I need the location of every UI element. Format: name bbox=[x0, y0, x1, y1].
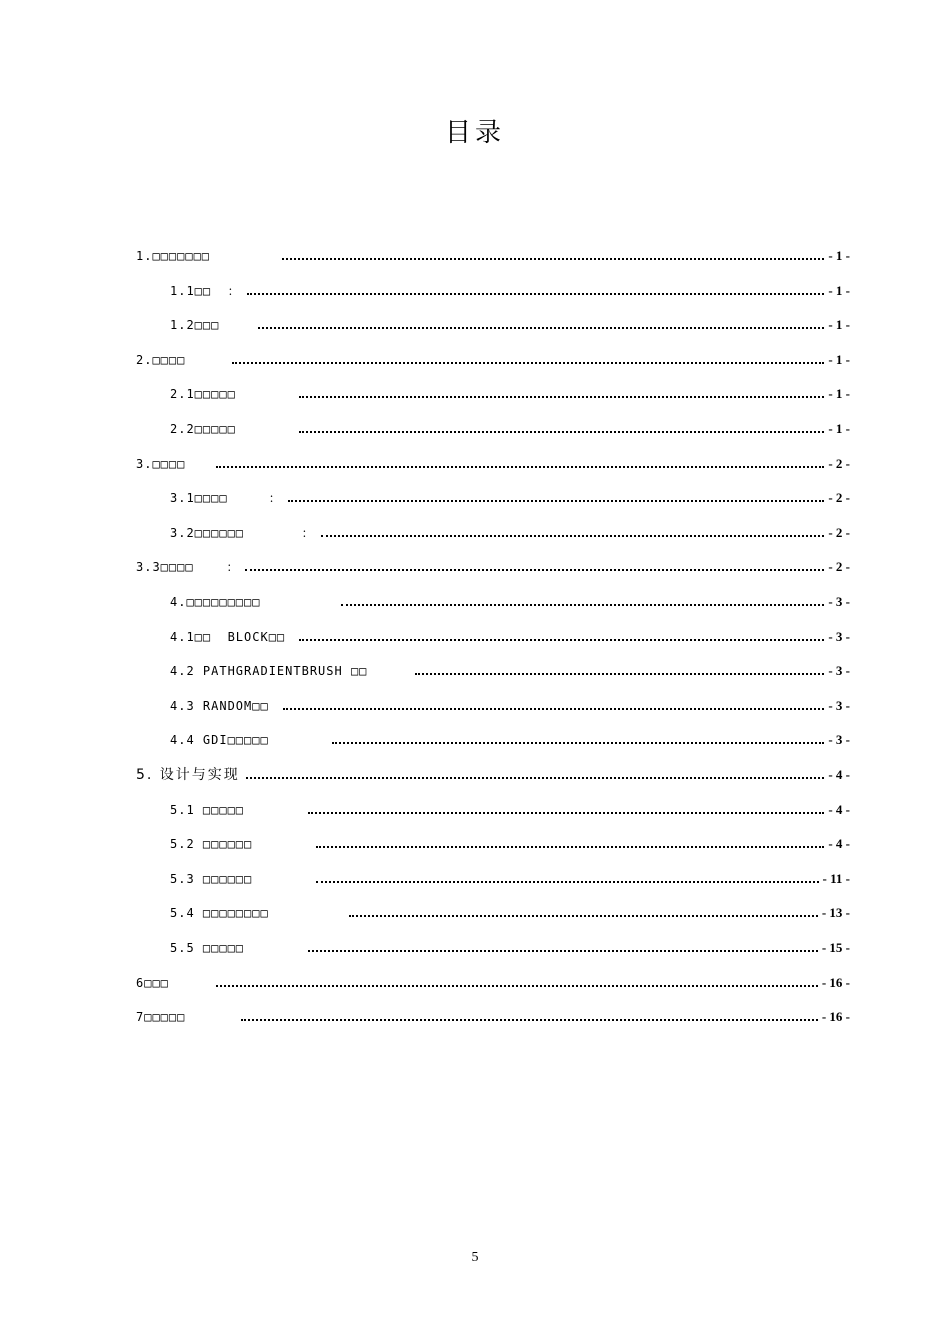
toc-entry[interactable] bbox=[170, 863, 850, 887]
toc-entry[interactable] bbox=[170, 275, 850, 299]
toc-dot-leader bbox=[316, 846, 825, 848]
toc-entry-page: - 2 - bbox=[828, 524, 850, 540]
toc-dot-leader bbox=[258, 327, 824, 329]
toc-entry-page: - 3 - bbox=[828, 594, 850, 609]
toc-entry[interactable] bbox=[170, 655, 850, 679]
toc-entry-page: - 4 - bbox=[828, 836, 850, 852]
toc-entry[interactable] bbox=[170, 932, 850, 956]
toc-dot-leader bbox=[415, 673, 825, 675]
toc-entry[interactable] bbox=[136, 240, 850, 264]
toc-dot-leader bbox=[299, 431, 824, 433]
toc-dot-leader bbox=[245, 569, 824, 571]
toc-entry-label: 4.4 GDI□□□□□ bbox=[170, 733, 327, 748]
toc-entry[interactable] bbox=[170, 378, 850, 402]
toc-entry-page: - 1 - bbox=[828, 386, 850, 402]
toc-entry-label: 7□□□□□ bbox=[136, 1010, 235, 1025]
toc-entry-label: 4.3 RANDOM□□ bbox=[170, 698, 277, 713]
page-title: 目录 bbox=[444, 118, 505, 148]
toc-entry-page: - 13 - bbox=[821, 905, 850, 921]
toc-entry-label: 3.□□□□ bbox=[136, 456, 211, 471]
toc-entry-label: 3.3□□□□ ： bbox=[136, 560, 240, 575]
toc-entry-label: 5.4 □□□□□□□□ bbox=[170, 906, 343, 921]
toc-entry-page: - 2 - bbox=[828, 455, 850, 471]
toc-dot-leader bbox=[341, 604, 825, 606]
toc-entry-page: - 1 - bbox=[828, 421, 850, 436]
toc-entry[interactable] bbox=[170, 413, 850, 437]
toc-entry[interactable] bbox=[136, 759, 850, 783]
toc-entry-label: 6□□□ bbox=[136, 975, 211, 990]
toc-dot-leader bbox=[232, 362, 824, 364]
toc-dot-leader bbox=[308, 812, 825, 814]
toc-entry-label: 4.1□□ BLOCK□□ bbox=[170, 629, 294, 644]
toc-entry[interactable] bbox=[170, 724, 850, 748]
toc-entry-label: 5.1 □□□□□ bbox=[170, 802, 302, 817]
toc-entry-label: 2.1□□□□□ bbox=[170, 387, 294, 402]
toc-entry-page: - 3 - bbox=[828, 628, 850, 644]
toc-entry-label: 2.2□□□□□ bbox=[170, 422, 294, 436]
toc-entry[interactable] bbox=[136, 1001, 850, 1025]
toc-entry-page: - 1 - bbox=[828, 351, 850, 367]
toc-dot-leader bbox=[316, 881, 819, 883]
toc-dot-leader bbox=[332, 742, 824, 744]
toc-entry-page: - 11 - bbox=[822, 870, 850, 886]
toc-entry-label: 2.□□□□ bbox=[136, 352, 227, 367]
toc-entry-page: - 3 - bbox=[828, 663, 850, 679]
toc-dot-leader bbox=[283, 708, 824, 710]
toc-entry[interactable] bbox=[136, 551, 850, 575]
toc-entry[interactable] bbox=[170, 690, 850, 714]
toc-entry-page: - 1 - bbox=[828, 248, 850, 263]
toc-entry[interactable] bbox=[170, 309, 850, 333]
toc-entry-page: - 15 - bbox=[821, 940, 850, 955]
toc-entry[interactable] bbox=[170, 586, 850, 610]
toc-entry[interactable] bbox=[170, 794, 850, 818]
toc-entry[interactable] bbox=[170, 621, 850, 645]
toc-entry[interactable] bbox=[170, 482, 850, 506]
toc-dot-leader bbox=[246, 777, 825, 779]
toc-dot-leader bbox=[321, 535, 825, 537]
toc-entry-page: - 2 - bbox=[828, 559, 850, 575]
toc-dot-leader bbox=[299, 396, 824, 398]
toc-entry-label: 1.1□□ ： bbox=[170, 283, 241, 298]
toc-entry[interactable] bbox=[170, 517, 850, 541]
toc-dot-leader bbox=[299, 639, 824, 641]
toc-entry-page: - 4 - bbox=[828, 801, 850, 817]
toc-entry-label: 5.5 □□□□□ bbox=[170, 941, 302, 955]
toc-entry-page: - 16 - bbox=[821, 974, 850, 990]
toc-entry-label: 3.1□□□□ ： bbox=[170, 491, 282, 506]
toc-entry-page: - 4 - bbox=[828, 767, 850, 782]
toc-entry-page: - 16 - bbox=[821, 1009, 850, 1025]
toc-dot-leader bbox=[241, 1019, 818, 1021]
toc-entry-label: 5.3 □□□□□□ bbox=[170, 871, 310, 886]
toc-entry-page: - 1 - bbox=[828, 317, 850, 333]
toc-entry-label: 4.2 PATHGRADIENTBRUSH □□ bbox=[170, 664, 409, 679]
toc-entry-label: 1.2□□□ bbox=[170, 318, 253, 333]
toc-dot-leader bbox=[216, 466, 824, 468]
toc-entry-label: 5. 设计与实现 bbox=[136, 767, 240, 783]
toc-entry-page: - 2 - bbox=[828, 490, 850, 506]
toc-dot-leader bbox=[288, 500, 825, 502]
toc-entry[interactable] bbox=[136, 344, 850, 368]
toc-dot-leader bbox=[247, 293, 825, 295]
toc-entry-page: - 3 - bbox=[828, 732, 850, 748]
toc-entry-label: 1.□□□□□□□ bbox=[136, 249, 276, 263]
toc-entry[interactable] bbox=[136, 967, 850, 991]
toc-entry-page: - 3 - bbox=[828, 697, 850, 713]
page-number: 5 bbox=[471, 1250, 479, 1265]
toc-entry[interactable] bbox=[170, 828, 850, 852]
toc-entry[interactable] bbox=[136, 448, 850, 472]
toc-dot-leader bbox=[216, 985, 818, 987]
toc-entry-label: 3.2□□□□□□ ： bbox=[170, 525, 315, 540]
toc-dot-leader bbox=[308, 950, 818, 952]
toc-entry[interactable] bbox=[170, 897, 850, 921]
toc-dot-leader bbox=[282, 258, 825, 260]
toc-entry-label: 5.2 □□□□□□ bbox=[170, 837, 310, 852]
toc-dot-leader bbox=[349, 915, 818, 917]
toc-entry-label: 4.□□□□□□□□□ bbox=[170, 595, 335, 609]
toc-entry-page: - 1 - bbox=[828, 282, 850, 298]
